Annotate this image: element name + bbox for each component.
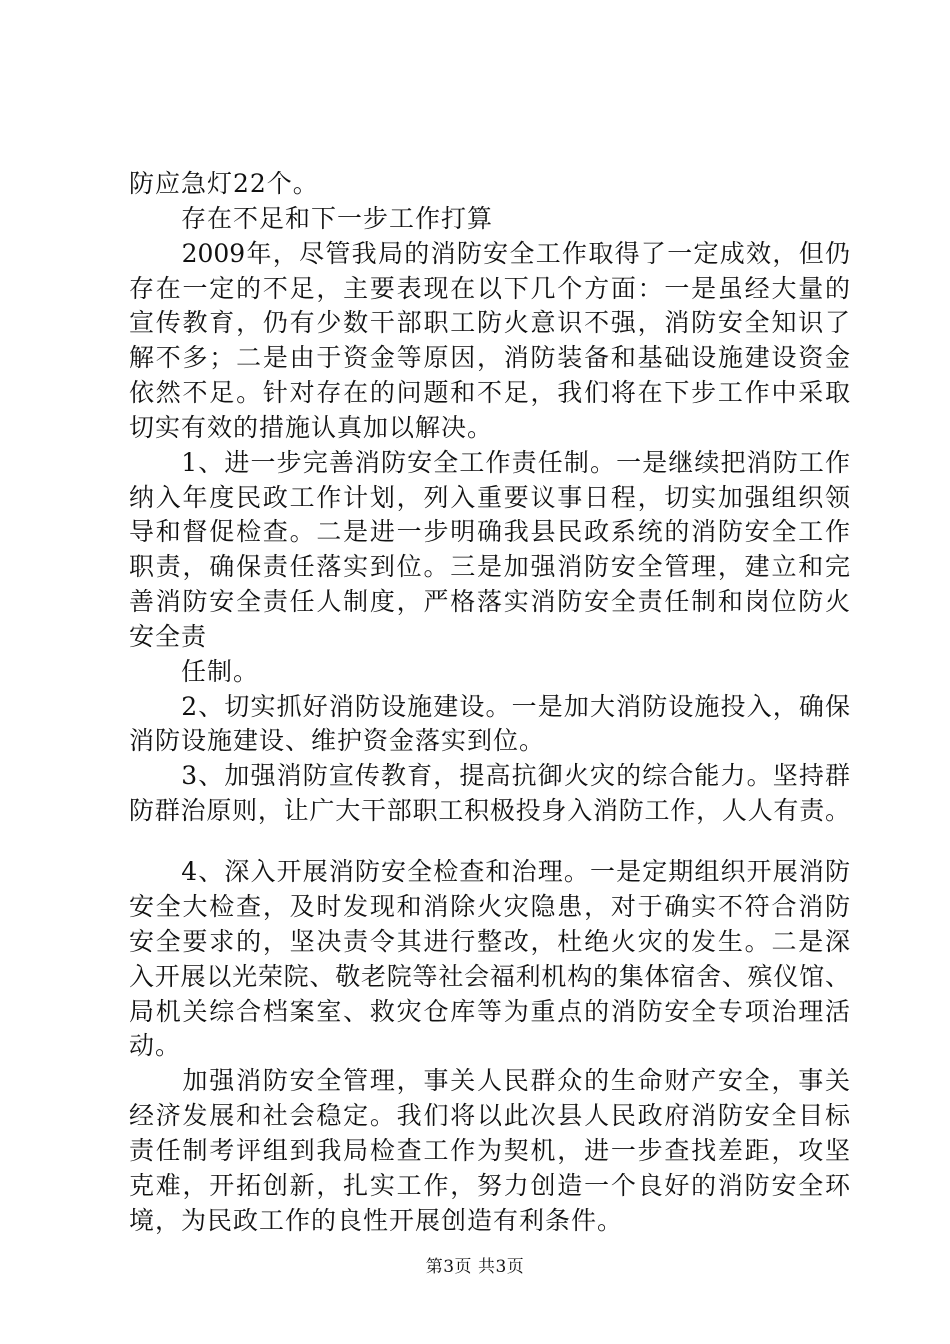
text-line: 切实有效的措施认真加以解决。 [129, 413, 494, 442]
text-line: 解不多；二是由于资金等原因，消防装备和基础设施建设资金 [129, 343, 850, 372]
text-line: 动。 [129, 1031, 182, 1060]
text-line: 入开展以光荣院、敬老院等社会福利机构的集体宿舍、殡仪馆、 [129, 962, 850, 991]
text-line: 经济发展和社会稳定。我们将以此次县人民政府消防安全目标 [129, 1101, 850, 1130]
page-footer: 第3页 共3页 [425, 1257, 525, 1277]
text-line: 存在一定的不足，主要表现在以下几个方面：一是虽经大量的 [129, 274, 850, 303]
text-line: 局机关综合档案室、救灾仓库等为重点的消防安全专项治理活 [129, 997, 850, 1026]
text-line: 4、深入开展消防安全检查和治理。一是定期组织开展消防 [129, 857, 850, 886]
text-line: 2009年，尽管我局的消防安全工作取得了一定成效，但仍 [129, 239, 850, 268]
text-line: 纳入年度民政工作计划，列入重要议事日程，切实加强组织领 [129, 483, 850, 512]
text-line: 依然不足。针对存在的问题和不足，我们将在下步工作中采取 [129, 378, 850, 407]
text-line: 责任制考评组到我局检查工作为契机，进一步查找差距，攻坚 [129, 1136, 850, 1165]
text-line: 善消防安全责任人制度，严格落实消防安全责任制和岗位防火 [129, 587, 850, 616]
text-line: 克难，开拓创新，扎实工作，努力创造一个良好的消防安全环 [129, 1171, 850, 1200]
text-line: 安全责 [129, 622, 208, 651]
text-line: 防群治原则，让广大干部职工积极投身入消防工作，人人有责。 [129, 796, 850, 825]
text-line: 3、加强消防宣传教育，提高抗御火灾的综合能力。坚持群 [129, 761, 850, 790]
text-line: 1、进一步完善消防安全工作责任制。一是继续把消防工作 [129, 448, 850, 477]
text-line: 职责，确保责任落实到位。三是加强消防安全管理，建立和完 [129, 552, 850, 581]
text-line: 导和督促检查。二是进一步明确我县民政系统的消防安全工作 [129, 517, 850, 546]
text-line: 2、切实抓好消防设施建设。一是加大消防设施投入，确保 [129, 692, 850, 721]
text-line: 安全要求的，坚决责令其进行整改，杜绝火灾的发生。二是深 [129, 927, 850, 956]
text-line: 境，为民政工作的良性开展创造有利条件。 [129, 1206, 624, 1235]
text-line: 防应急灯22个。 [129, 169, 319, 198]
text-line: 加强消防安全管理，事关人民群众的生命财产安全，事关 [129, 1066, 850, 1095]
text-line: 宣传教育，仍有少数干部职工防火意识不强，消防安全知识了 [129, 308, 850, 337]
text-line: 任制。 [129, 657, 260, 686]
section-heading: 存在不足和下一步工作打算 [129, 204, 494, 233]
text-line: 消防设施建设、维护资金落实到位。 [129, 726, 546, 755]
text-line: 安全大检查，及时发现和消除火灾隐患，对于确实不符合消防 [129, 892, 850, 921]
